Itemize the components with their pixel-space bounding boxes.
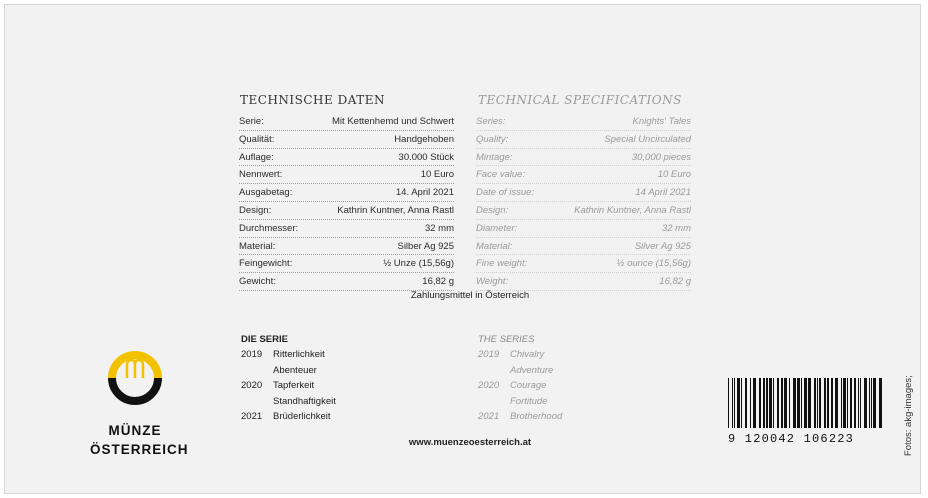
spec-row: Material: Silber Ag 925: [239, 238, 454, 256]
series-row: 2020 Courage: [478, 380, 547, 391]
barcode-bar: [745, 378, 747, 428]
spec-row: Mintage: 30,000 pieces: [476, 149, 691, 167]
barcode-bar: [769, 378, 772, 428]
barcode-bar: [879, 378, 882, 428]
barcode-bar: [801, 378, 802, 428]
spec-row: Nennwert: 10 Euro: [239, 166, 454, 184]
barcode-bar: [854, 378, 856, 428]
spec-row: Gewicht: 16,82 g: [239, 273, 454, 291]
barcode-bar: [808, 378, 811, 428]
barcode-bar: [858, 378, 859, 428]
spec-row: Diameter: 32 mm: [476, 220, 691, 238]
spec-row: Serie: Mit Kettenhemd und Schwert: [239, 113, 454, 131]
series-row: 2021 Brüderlichkeit: [241, 411, 331, 422]
barcode-bar: [814, 378, 816, 428]
spec-row: Series: Knights' Tales: [476, 113, 691, 131]
barcode-bar: [847, 378, 848, 428]
barcode-bar: [759, 378, 761, 428]
spec-row: Date of issue: 14 April 2021: [476, 184, 691, 202]
spec-row: Face value: 10 Euro: [476, 166, 691, 184]
barcode-number: 9 120042 106223: [728, 432, 855, 446]
spec-row: Material: Silver Ag 925: [476, 238, 691, 256]
barcode-bar: [766, 378, 768, 428]
barcode-bar: [864, 378, 867, 428]
barcode-bar: [777, 378, 779, 428]
spec-row: Auflage: 30.000 Stück: [239, 149, 454, 167]
barcode-bar: [831, 378, 833, 428]
series-title-en: THE SERIES: [478, 334, 535, 345]
series-row: 2019 Ritterlichkeit: [241, 349, 325, 360]
series-row: Standhaftigkeit: [273, 395, 336, 407]
website-link[interactable]: www.muenzeoesterreich.at: [408, 437, 532, 448]
mint-logo-icon: [102, 345, 168, 411]
barcode-bar: [835, 378, 838, 428]
legal-tender-note: Zahlungsmittel in Österreich: [410, 290, 530, 301]
barcode: [728, 378, 883, 428]
barcode-bar: [734, 378, 735, 428]
barcode-bar: [781, 378, 783, 428]
barcode-bar: [827, 378, 829, 428]
barcode-bar: [784, 378, 787, 428]
barcode-bar: [871, 378, 872, 428]
barcode-bar: [732, 378, 733, 428]
series-row: 2021 Brotherhood: [478, 411, 563, 422]
spec-table-en: [476, 113, 691, 291]
barcode-bar: [737, 378, 740, 428]
barcode-bar: [817, 378, 818, 428]
spec-table-de: [239, 113, 454, 291]
barcode-bar: [797, 378, 800, 428]
photo-credit: Fotos: akg-images;: [903, 375, 914, 456]
barcode-bar: [850, 378, 852, 428]
barcode-bar: [873, 378, 876, 428]
barcode-bar: [860, 378, 861, 428]
barcode-bar: [741, 378, 742, 428]
barcode-bar: [763, 378, 765, 428]
barcode-bar: [789, 378, 790, 428]
barcode-bar: [804, 378, 807, 428]
spec-row: Quality: Special Uncirculated: [476, 131, 691, 149]
barcode-bar: [728, 378, 729, 428]
spec-row: Qualität: Handgehoben: [239, 131, 454, 149]
barcode-bar: [869, 378, 870, 428]
spec-row: Durchmesser: 32 mm: [239, 220, 454, 238]
spec-row: Design: Kathrin Kuntner, Anna Rastl: [476, 202, 691, 220]
series-row: Abenteuer: [273, 364, 317, 376]
series-list-en: [478, 347, 562, 425]
series-row: 2019 Chivalry: [478, 349, 545, 360]
tech-data-heading-de: TECHNISCHE DATEN: [240, 93, 385, 107]
spec-row: Feingewicht: ½ Unze (15,56g): [239, 255, 454, 273]
series-row: 2020 Tapferkeit: [241, 380, 315, 391]
spec-row: Ausgabetag: 14. April 2021: [239, 184, 454, 202]
series-title-de: DIE SERIE: [241, 334, 288, 345]
tech-specs-heading-en: TECHNICAL SPECIFICATIONS: [478, 93, 682, 107]
barcode-bar: [843, 378, 846, 428]
barcode-bar: [841, 378, 842, 428]
series-list-de: [241, 347, 336, 425]
muenze-oesterreich-logo: [90, 345, 189, 459]
barcode-bar: [819, 378, 821, 428]
spec-row: Weight: 16,82 g: [476, 273, 691, 291]
barcode-bar: [750, 378, 751, 428]
spec-row: Design: Kathrin Kuntner, Anna Rastl: [239, 202, 454, 220]
barcode-bar: [753, 378, 756, 428]
series-row: Fortitude: [510, 395, 548, 407]
barcode-bar: [824, 378, 826, 428]
logo-wordmark: MÜNZE ÖSTERREICH: [90, 423, 189, 457]
spec-row: Fine weight: ½ ounce (15,56g): [476, 255, 691, 273]
barcode-bar: [773, 378, 774, 428]
series-row: Adventure: [510, 364, 554, 376]
barcode-bar: [793, 378, 796, 428]
